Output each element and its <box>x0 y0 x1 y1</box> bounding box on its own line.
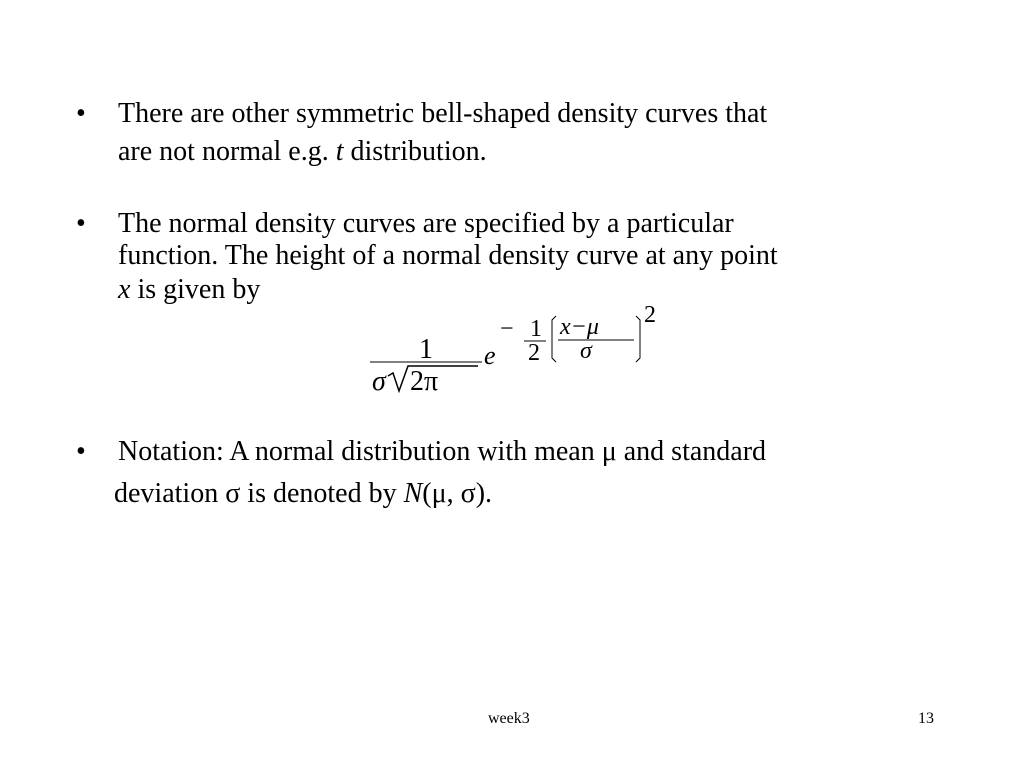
footer-page-number: 13 <box>918 710 934 727</box>
footer-week-label: week3 <box>488 710 530 727</box>
bullet-3-line-1: Notation: A normal distribution with mean μ and standard <box>118 436 767 467</box>
formula-inner-sigma: σ <box>580 338 592 364</box>
formula-half-numerator: 1 <box>530 316 542 342</box>
bullet-2-x-italic: x <box>118 274 131 305</box>
formula-e: e <box>484 341 496 370</box>
bullet-2-line-3-text: is given by <box>130 274 261 305</box>
bullet-1-line-1: There are other symmetric bell-shaped density curves that <box>118 98 768 129</box>
bullet-2-line-1: The normal density curves are specified by a particular <box>118 208 734 239</box>
formula-minus: − <box>500 316 514 342</box>
bullet-marker-1: • <box>76 98 86 129</box>
bullet-2-line-2: function. The height of a normal density curve at any point <box>118 240 778 271</box>
bullet-1-t-italic: t <box>335 136 344 167</box>
formula-half-denominator: 2 <box>528 340 540 366</box>
bullet-3-line-2-text: deviation σ is denoted by <box>114 478 404 509</box>
formula-x-minus-mu: x−μ <box>560 314 599 340</box>
bullet-3-n-italic: N <box>403 478 423 509</box>
bullet-1-line-2-text: are not normal e.g. <box>118 136 336 167</box>
bullet-3-line-2 <box>114 478 492 510</box>
formula-two-pi: 2π <box>410 366 439 396</box>
bullet-3-line-2-end: (μ, σ). <box>422 478 493 509</box>
normal-density-formula <box>366 296 666 396</box>
formula-sigma: σ <box>372 366 386 396</box>
formula-power-two: 2 <box>644 302 656 328</box>
bullet-1-line-2 <box>118 136 487 168</box>
bullet-1-line-2-end: distribution. <box>343 136 487 167</box>
formula-right-bracket <box>636 316 640 362</box>
formula-left-bracket <box>552 316 556 362</box>
formula-numerator: 1 <box>419 334 433 365</box>
bullet-marker-2: • <box>76 208 86 239</box>
bullet-2-line-3 <box>118 274 260 306</box>
bullet-marker-3: • <box>76 436 86 467</box>
